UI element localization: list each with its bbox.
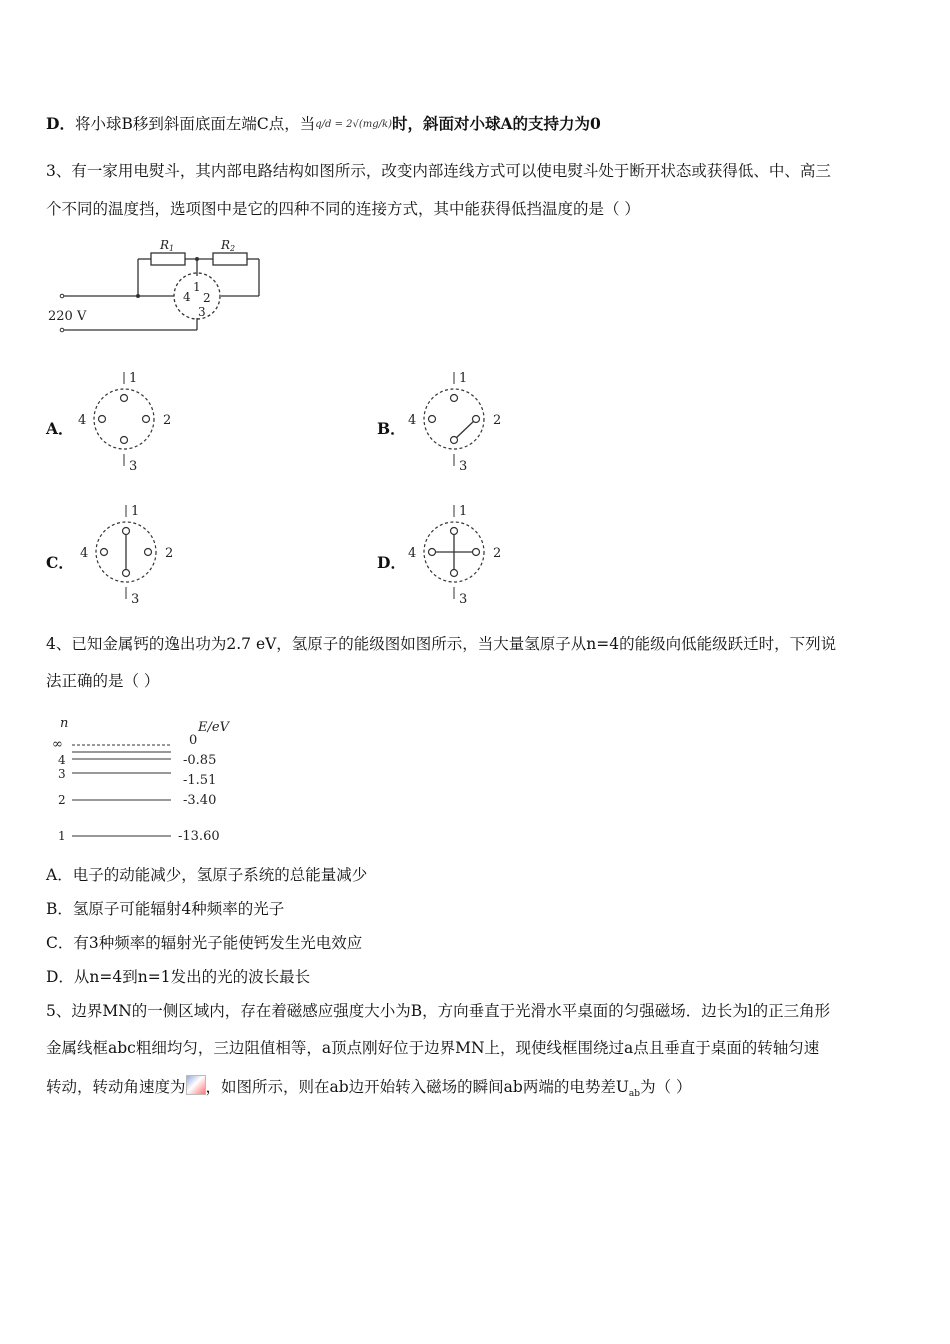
q2-option-d-formula: q/d = 2√(mg/k): [315, 119, 392, 130]
q3-terminal-1: 1: [193, 280, 201, 294]
level-n-3: 3: [58, 767, 66, 781]
q5-line-3-sub: ab: [628, 1089, 641, 1100]
q4-e-axis-label: E/eV: [198, 720, 229, 735]
q3-terminal-4: 4: [183, 290, 191, 304]
level-e-2: -3.40: [183, 793, 217, 808]
q4-energy-level-diagram: [46, 712, 246, 850]
q3-circuit-diagram: [46, 232, 271, 337]
q5-line-2: 金属线框abc粗细均匀，三边阻值相等，a顶点刚好位于边界MN上，现使线框围绕过a点且垂直于桌面的转轴匀速: [46, 1039, 820, 1057]
terminal-1-label: 1: [459, 371, 468, 386]
q4-line-2: 法正确的是（ ）: [46, 672, 160, 690]
terminal-2-label: 2: [163, 413, 172, 428]
q3-option-d-label: D．: [377, 553, 406, 572]
q4-option-a: A．电子的动能减少，氢原子系统的总能量减少: [46, 866, 368, 884]
q4-option-b: B．氢原子可能辐射4种频率的光子: [46, 900, 285, 918]
terminal-1-label: 1: [129, 371, 138, 386]
q3-junction-dot: [195, 257, 199, 261]
q3-voltage-label: 220 V: [48, 309, 87, 324]
q3-r1-label: R1: [160, 238, 175, 253]
q4-n-axis-label: n: [60, 716, 69, 731]
terminal-3-label: 3: [129, 459, 138, 474]
q3-option-b-diagram: [406, 368, 506, 476]
terminal-4-label: 4: [408, 546, 417, 561]
level-e-4: -0.85: [183, 753, 217, 768]
terminal-4-label: 4: [78, 413, 87, 428]
q2-option-d-label: D．: [46, 114, 75, 133]
q3-line-2: 个不同的温度挡，选项图中是它的四种不同的连接方式，其中能获得低挡温度的是（ ）: [46, 200, 640, 218]
q4-option-d: D．从n=4到n=1发出的光的波长最长: [46, 968, 311, 986]
q5-line-3-end: 为（ ）: [640, 1078, 692, 1096]
terminal-2-label: 2: [493, 413, 502, 428]
terminal-4-label: 4: [80, 546, 89, 561]
level-e-1: -13.60: [178, 829, 220, 844]
q3-terminal-2: 2: [203, 291, 211, 305]
level-e-inf: 0: [189, 733, 198, 748]
level-e-3: -1.51: [183, 773, 217, 788]
terminal-3-label: 3: [459, 592, 468, 607]
terminal-1-label: 1: [459, 504, 468, 519]
terminal-2-label: 2: [165, 546, 174, 561]
q5-line-3-after: ，如图所示，则在ab边开始转入磁场的瞬间ab两端的电势差U: [205, 1078, 629, 1096]
q3-option-b-label: B．: [377, 419, 406, 438]
q4-option-c: C．有3种频率的辐射光子能使钙发生光电效应: [46, 934, 363, 952]
level-n-2: 2: [58, 793, 66, 807]
terminal-1-label: 1: [131, 504, 140, 519]
q5-line-1: 5、边界MN的一侧区域内，存在着磁感应强度大小为B，方向垂直于光滑水平桌面的匀强磁场．边长为l的正三角形: [46, 1002, 831, 1020]
q3-r2-label: R2: [221, 238, 236, 253]
q3-terminal-dot: [60, 294, 64, 298]
broken-image-icon: [186, 1075, 206, 1095]
q5-line-3-before: 转动，转动角速度为: [46, 1078, 186, 1096]
q3-line-1: 3、有一家用电熨斗，其内部电路结构如图所示，改变内部连线方式可以使电熨斗处于断开状态或获得低、中、高三: [46, 162, 831, 180]
terminal-2-label: 2: [493, 546, 502, 561]
terminal-4-label: 4: [408, 413, 417, 428]
q3-terminal-dot: [60, 328, 64, 332]
terminal-3-label: 3: [131, 592, 140, 607]
q2-option-d: [46, 114, 601, 134]
q3-option-a-diagram: [76, 368, 176, 476]
q3-option-c-diagram: [78, 501, 178, 609]
q3-terminal-3: 3: [198, 305, 206, 319]
q3-option-c-label: C．: [46, 553, 74, 572]
q3-option-a-label: A．: [46, 419, 74, 438]
q3-junction-dot: [136, 294, 140, 298]
terminal-3-label: 3: [459, 459, 468, 474]
q2-option-d-text-before: 将小球B移到斜面底面左端C点，当: [74, 115, 316, 133]
q2-option-d-text-after: 时，斜面对小球A的支持力为0: [391, 114, 601, 133]
level-n-1: 1: [58, 829, 66, 843]
level-n-4: 4: [58, 753, 66, 767]
q4-line-1: 4、已知金属钙的逸出功为2.7 eV，氢原子的能级图如图所示，当大量氢原子从n=4的能级向低能级跃迁时，下列说: [46, 635, 837, 653]
q5-line-3: [46, 1075, 692, 1104]
q3-option-d-diagram: [406, 501, 506, 609]
level-n-inf: ∞: [52, 737, 63, 752]
